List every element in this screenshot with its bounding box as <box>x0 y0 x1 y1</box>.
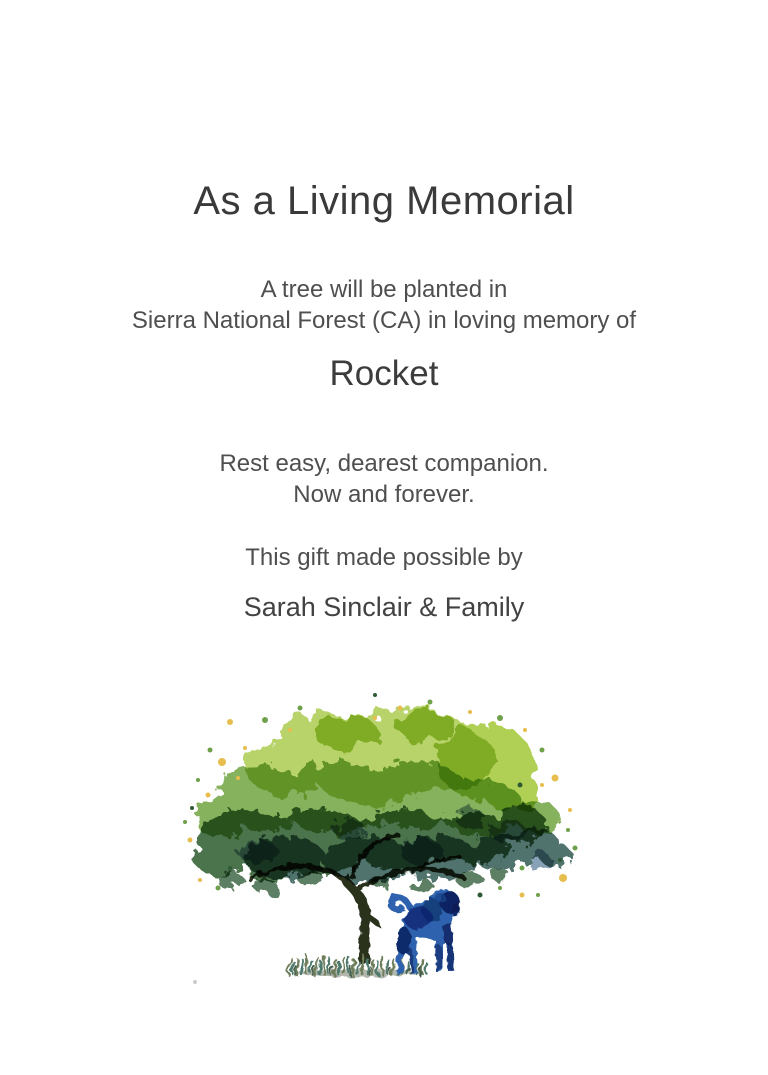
intro-line-2: Sierra National Forest (CA) in loving memory of <box>131 307 637 334</box>
tree-and-dog-illustration <box>170 690 590 990</box>
intro-line-1: A tree will be planted in <box>260 276 508 303</box>
page-title: As a Living Memorial <box>193 178 575 223</box>
stray-paint-dot <box>193 980 197 984</box>
gift-label: This gift made possible by <box>245 544 523 571</box>
intro-text <box>0 274 768 336</box>
dog-tail-icon <box>391 897 410 909</box>
grass-tufts <box>288 956 427 977</box>
tribute-line-2: Now and forever. <box>293 481 475 508</box>
donor-name: Sarah Sinclair & Family <box>243 592 525 622</box>
tribute-text <box>0 448 768 510</box>
tribute-line-1: Rest easy, dearest companion. <box>219 450 549 477</box>
honoree-name: Rocket <box>329 354 439 393</box>
